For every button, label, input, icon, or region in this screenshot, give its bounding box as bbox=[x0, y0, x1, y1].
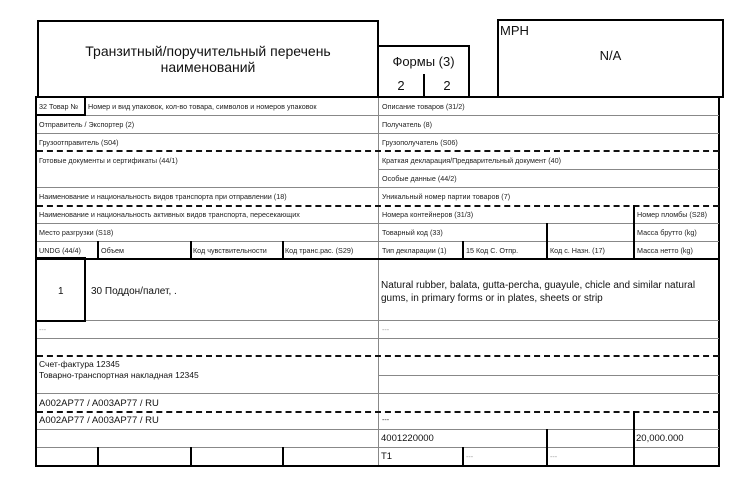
item-exporter: --- bbox=[39, 325, 47, 334]
rule bbox=[37, 429, 719, 430]
form-title: Транзитный/поручительный перечень наименований bbox=[85, 43, 331, 75]
title-box bbox=[37, 20, 379, 98]
rule bbox=[37, 115, 719, 116]
rule bbox=[37, 447, 719, 448]
rule bbox=[378, 375, 719, 376]
col-divider bbox=[190, 447, 192, 466]
item-documents: Счет-фактура 12345 Товарно-транспортная накладная 12345 bbox=[39, 359, 199, 380]
label-sensitivity: Код чувствительности bbox=[193, 246, 267, 255]
item-decl-type: T1 bbox=[381, 451, 393, 462]
label-undg: UNDG (44/4) bbox=[39, 246, 81, 255]
rule bbox=[37, 187, 719, 188]
label-seal: Номер пломбы (S28) bbox=[637, 210, 708, 219]
col-divider bbox=[97, 241, 99, 258]
mrn-value: N/A bbox=[599, 48, 622, 63]
label-volume: Объем bbox=[101, 246, 124, 255]
col-divider bbox=[462, 447, 464, 466]
label-special: Особые данные (44/2) bbox=[382, 174, 457, 183]
rule bbox=[37, 320, 719, 321]
mrn-box bbox=[497, 19, 724, 98]
mrn-label: MPH bbox=[500, 23, 529, 38]
label-exporter: Отправитель / Экспортер (2) bbox=[39, 120, 135, 129]
item-transport-departure: A002AP77 / A003AP77 / RU bbox=[39, 398, 159, 409]
item-destination: --- bbox=[550, 452, 558, 461]
label-transport-active: Наименование и национальность активных видов транспорта, пересекающих bbox=[39, 210, 300, 219]
label-consignee2: Грузополучатель (S06) bbox=[382, 138, 458, 147]
forms-value-1: 2 bbox=[397, 78, 405, 93]
label-summary-decl: Краткая декларация/Предварительный документ (40) bbox=[382, 156, 562, 165]
item-transport-active: A002AP77 / A003AP77 / RU bbox=[39, 415, 159, 426]
col-divider bbox=[282, 447, 284, 466]
label-transport-cost: Код транс.рас. (S29) bbox=[285, 246, 354, 255]
label-unloading: Место разгрузки (S18) bbox=[39, 228, 114, 237]
label-destination: Код с. Назн. (17) bbox=[550, 246, 605, 255]
label-description: Описание товаров (31/2) bbox=[382, 102, 465, 111]
center-divider bbox=[378, 98, 379, 465]
dashed-rule bbox=[37, 355, 719, 357]
label-commodity: Товарный код (33) bbox=[382, 228, 443, 237]
label-decl-type: Тип декларации (1) bbox=[382, 246, 447, 255]
rule bbox=[37, 223, 719, 224]
forms-box bbox=[377, 45, 470, 98]
item-consignee: --- bbox=[382, 325, 390, 334]
label-item-no: 32 Товар № bbox=[39, 102, 79, 111]
item-gross: 20,000.000 bbox=[636, 433, 684, 444]
label-dispatch: 15 Код С. Отпр. bbox=[466, 246, 519, 255]
col-divider bbox=[282, 241, 284, 258]
label-gross: Масса брутто (kg) bbox=[637, 228, 697, 237]
rule bbox=[378, 169, 719, 170]
col-divider bbox=[633, 411, 635, 466]
dashed-rule bbox=[37, 205, 719, 207]
item-dispatch: --- bbox=[466, 452, 474, 461]
item-commodity: 4001220000 bbox=[381, 433, 434, 444]
item-description: Natural rubber, balata, gutta-percha, guayule, chicle and similar natural gums, in primary forms or in plates, sheets or strip bbox=[381, 280, 696, 304]
label-consignor: Грузоотправитель (S04) bbox=[39, 138, 119, 147]
dashed-rule bbox=[37, 411, 719, 413]
forms-label: Формы (3) bbox=[392, 54, 455, 69]
rule bbox=[37, 393, 719, 394]
label-net: Масса нетто (kg) bbox=[637, 246, 693, 255]
dashed-rule bbox=[37, 150, 719, 152]
col-divider bbox=[546, 223, 548, 258]
label-transport-departure: Наименование и национальность видов транспорта при отправлении (18) bbox=[39, 192, 287, 201]
label-documents: Готовые документы и сертификаты (44/1) bbox=[39, 156, 178, 165]
forms-value-2: 2 bbox=[443, 78, 451, 93]
label-ucr: Уникальный номер партии товаров (7) bbox=[382, 192, 511, 201]
col-divider bbox=[462, 241, 464, 258]
item-containers: --- bbox=[382, 415, 390, 424]
header-bottom-rule bbox=[37, 258, 719, 260]
rule bbox=[37, 133, 719, 134]
label-containers: Номера контейнеров (31/3) bbox=[382, 210, 474, 219]
rule bbox=[37, 338, 719, 339]
col-divider bbox=[97, 447, 99, 466]
label-consignee: Получатель (8) bbox=[382, 120, 433, 129]
item-number: 1 bbox=[58, 286, 64, 297]
col-divider bbox=[633, 205, 635, 258]
col-divider bbox=[546, 429, 548, 466]
label-packages: Номер и вид упаковок, кол-во товара, символов и номеров упаковок bbox=[88, 102, 317, 111]
rule bbox=[37, 241, 719, 242]
col-divider bbox=[190, 241, 192, 258]
item-packages: 30 Поддон/палет, . bbox=[91, 286, 177, 297]
